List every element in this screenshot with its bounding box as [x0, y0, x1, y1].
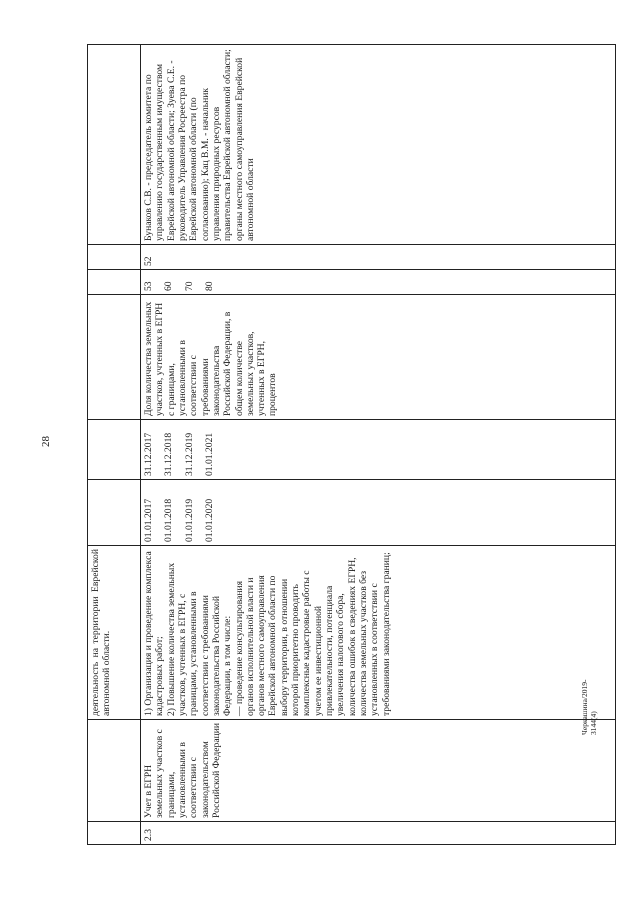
table-cell [88, 822, 141, 845]
measure-3: — проведение консультирования органов исполнительной власти и органов местного самоуправления Еврейской автономной области по выбору территории, в отношении которой приоритетно проводить комплексные кадастровые работы с учетом ее инвестиционной привлекательности, потенциала увеличения налогового сбора, количества ошибок в сведениях ЕГРН, количества земельных участков без установленных в соответствии с требованиями законодательства границ; [233, 552, 392, 716]
table-cell [88, 295, 141, 420]
target-value: 60 [163, 281, 175, 291]
end-date: 31.12.2017 [143, 432, 154, 476]
start-dates-cell [141, 480, 616, 546]
start-date: 01.01.2020 [203, 498, 215, 542]
table-cell [88, 270, 141, 295]
target-value: 53 [143, 281, 154, 291]
table-row [141, 45, 616, 845]
start-date: 01.01.2017 [143, 498, 154, 542]
item-title-cell [141, 720, 616, 822]
table-cell [88, 720, 141, 822]
activity-text-cell [88, 546, 141, 720]
page-number: 28 [40, 436, 52, 447]
end-date: 31.12.2019 [183, 432, 195, 476]
item-number: 2.3 [143, 829, 154, 841]
indicator-cell [141, 295, 616, 420]
activity-text: деятельность на территории Еврейской автономной области. [90, 549, 113, 716]
responsible-text: Бунаков С.В. - председатель комитета по управлению государственным имуществом Еврейской автономной области; Зуева С.Е. - руководитель Управления Росреестра по Еврейской автономной области (по согласованию); Кац В.М. - начальник управления природных ресурсов правительства Еврейской автономной области; органы местного самоуправления Еврейской автономной области [143, 49, 256, 241]
start-date: 01.01.2018 [163, 498, 175, 542]
target-value: 70 [183, 281, 195, 291]
end-date: 31.12.2018 [163, 432, 175, 476]
item-title: Учет в ЕГРН земельных участков с границами, установленными в соответствии с законодательством Российской Федерации [143, 723, 222, 818]
end-date: 01.01.2021 [203, 432, 215, 476]
document-footer-code: Черкашина/2019-3144(4) [580, 679, 598, 735]
measure-1: 1) Организация и проведение комплекса кадастровых работ; [143, 551, 166, 716]
end-dates-cell [141, 420, 616, 480]
table-cell [88, 480, 141, 546]
item-number-cell [141, 822, 616, 845]
activity-table [87, 44, 616, 845]
table-cell [88, 420, 141, 480]
table-cell [88, 45, 141, 245]
measures-cell [141, 546, 616, 720]
target-value: 80 [203, 281, 215, 291]
rotated-page [87, 45, 627, 845]
actual-value: 52 [143, 256, 154, 266]
table-cell [88, 245, 141, 270]
measure-2: 2) Повышение количества земельных участков, учтенных в ЕГРН, с границами, установленными в соответствии с требованиями законодательства Российской Федерации, в том числе: [165, 562, 234, 716]
actual-cell [141, 245, 616, 270]
responsible-cell [141, 45, 616, 245]
indicator-text: Доля количества земельных участков, учтенных в ЕГРН с границами, установленными в соответствии с требованиями законодательства Российской Федерации, в общем количестве земельных участков, учтенных в ЕГРН, процентов [143, 301, 279, 416]
targets-cell [141, 270, 616, 295]
start-date: 01.01.2019 [183, 498, 195, 542]
table-row [88, 45, 141, 845]
